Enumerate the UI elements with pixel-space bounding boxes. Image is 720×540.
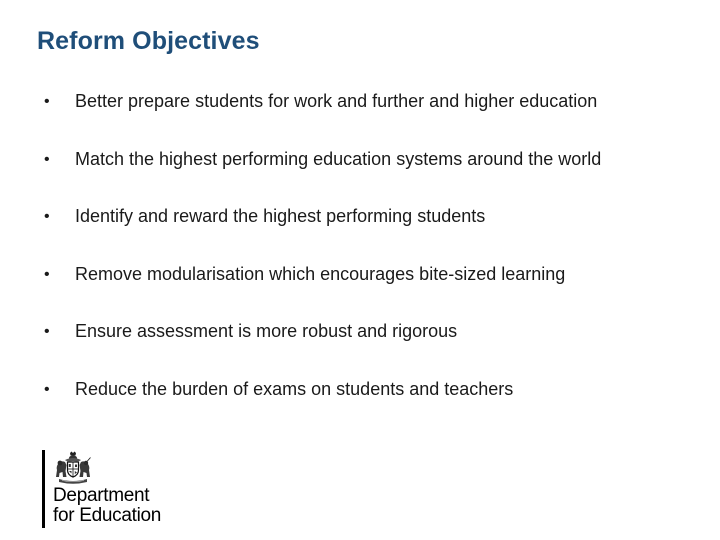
bullet-icon: • bbox=[44, 266, 50, 283]
bullet-icon: • bbox=[44, 93, 50, 110]
bullet-text: Reduce the burden of exams on students and teachers bbox=[75, 379, 514, 399]
bullet-text: Remove modularisation which encourages bite-sized learning bbox=[75, 264, 566, 284]
bullet-icon: • bbox=[44, 208, 50, 225]
logo-line-department: Department bbox=[53, 485, 150, 506]
bullet-icon: • bbox=[44, 323, 50, 340]
list-item bbox=[0, 91, 700, 115]
department-for-education-logo bbox=[42, 450, 182, 530]
logo-wordmark bbox=[53, 486, 161, 526]
list-item bbox=[0, 149, 700, 173]
slide-title: Reform Objectives bbox=[37, 27, 260, 55]
list-item bbox=[0, 264, 700, 288]
list-item bbox=[0, 321, 700, 345]
logo-divider-bar bbox=[42, 450, 45, 528]
bullet-icon: • bbox=[44, 381, 50, 398]
bullet-text: Ensure assessment is more robust and rigorous bbox=[75, 321, 458, 341]
royal-coat-of-arms-icon bbox=[53, 451, 93, 485]
bullet-text: Match the highest performing education systems around the world bbox=[75, 149, 602, 169]
bullet-text: Identify and reward the highest performing students bbox=[75, 206, 486, 226]
list-item bbox=[0, 379, 700, 403]
bullet-text: Better prepare students for work and further and higher education bbox=[75, 91, 598, 111]
list-item bbox=[0, 206, 700, 230]
logo-line-for-education: for Education bbox=[53, 505, 162, 526]
bullet-icon: • bbox=[44, 151, 50, 168]
